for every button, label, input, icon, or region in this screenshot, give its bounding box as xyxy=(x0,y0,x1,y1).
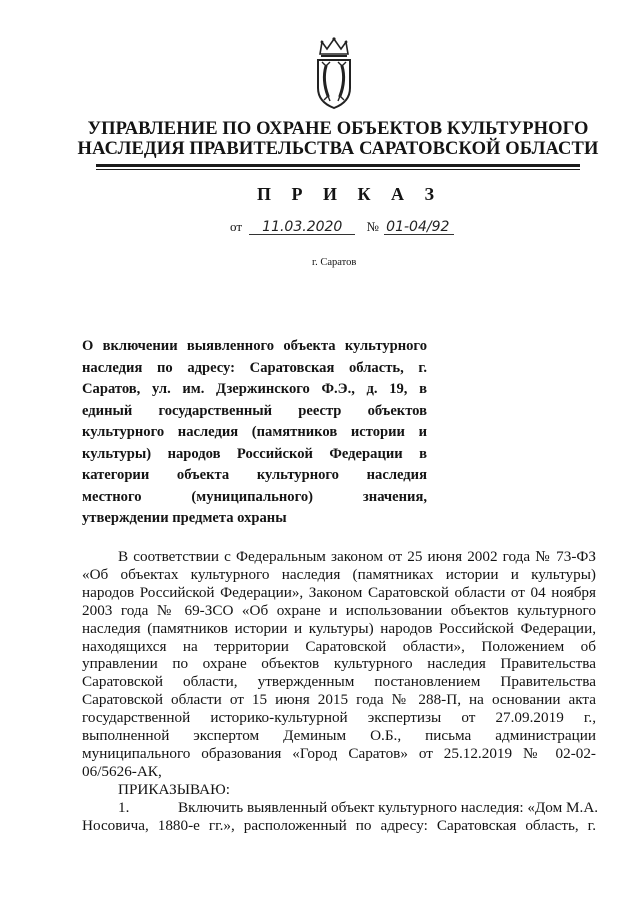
document-title: П Р И К А З xyxy=(257,184,443,204)
order-city: г. Саратов xyxy=(312,257,357,268)
body-line: 2003 года № 69-ЗСО «Об охране и использовании объектов культурного xyxy=(82,601,596,619)
body-line: 06/5626-АК, xyxy=(82,762,162,780)
org-line-1: УПРАВЛЕНИЕ ПО ОХРАНЕ ОБЪЕКТОВ КУЛЬТУРНОГО xyxy=(87,119,589,139)
order-date-number xyxy=(230,219,454,235)
header-rule-thick xyxy=(96,164,580,167)
date-prefix: от xyxy=(230,219,243,234)
body-line: управлении по охране объектов культурного наследия Правительства xyxy=(82,655,596,673)
subject-line: культурного наследия (памятников истории и xyxy=(82,424,427,440)
order-body xyxy=(82,548,599,835)
prikazyvayu-heading: ПРИКАЗЫВАЮ: xyxy=(118,780,230,798)
body-line: государственной историко-культурной экспертизы от 27.09.2019 г., xyxy=(82,709,596,727)
saratov-coat-of-arms-icon xyxy=(312,36,356,110)
order-subject xyxy=(82,336,427,530)
order-date: 11.03.2020 xyxy=(249,220,355,235)
body-line: Саратовской области, утвержденным постановлением Правительства xyxy=(82,673,596,691)
subject-line: Саратов, ул. им. Дзержинского Ф.Э., д. 19, в xyxy=(82,381,427,397)
number-prefix: № xyxy=(366,219,379,234)
point-1-number: 1. xyxy=(118,798,130,816)
body-line: наследия (памятников истории и культуры) народов Российской Федерации, xyxy=(82,619,596,637)
point-1-line-1 xyxy=(82,798,599,817)
body-line: народов Российской Федерации», Законом Саратовской области от 04 ноября xyxy=(82,583,596,601)
order-number: 01-04/92 xyxy=(384,220,454,235)
subject-line: местного (муниципального) значения, xyxy=(82,488,427,505)
organization-header xyxy=(60,119,616,159)
body-line: находящихся на территории Саратовской области», Положением об xyxy=(82,637,596,655)
org-line-2: НАСЛЕДИЯ ПРАВИТЕЛЬСТВА САРАТОВСКОЙ ОБЛАСТИ xyxy=(77,139,599,159)
subject-line: категории объекта культурного наследия xyxy=(82,467,427,483)
header-rule-thin xyxy=(96,169,580,170)
point-1-text: Включить выявленный объект культурного наследия: «Дом М.А. xyxy=(178,798,599,816)
body-line: Саратовской области от 15 июня 2015 года № 288-П, на основании акта xyxy=(82,691,596,709)
subject-line: утверждении предмета охраны xyxy=(82,510,287,526)
subject-line: культуры) народов Российской Федерации в xyxy=(82,445,427,462)
body-line: «Об объектах культурного наследия (памятниках истории и культуры) xyxy=(82,565,596,583)
body-line: выполненной экспертом Деминым О.Б., письма администрации xyxy=(82,727,596,745)
subject-line: О включении выявленного объекта культурного xyxy=(82,338,427,354)
body-line: В соответствии с Федеральным законом от 25 июня 2002 года № 73-ФЗ xyxy=(118,548,596,565)
body-line: муниципального образования «Город Саратов» от 25.12.2019 № 02-02- xyxy=(82,744,596,762)
subject-line: единый государственный реестр объектов xyxy=(82,402,427,419)
subject-line: наследия по адресу: Саратовская область, г. xyxy=(82,359,427,376)
point-1-line-2: Носовича, 1880-е гг.», расположенный по адресу: Саратовская область, г. xyxy=(82,816,596,834)
